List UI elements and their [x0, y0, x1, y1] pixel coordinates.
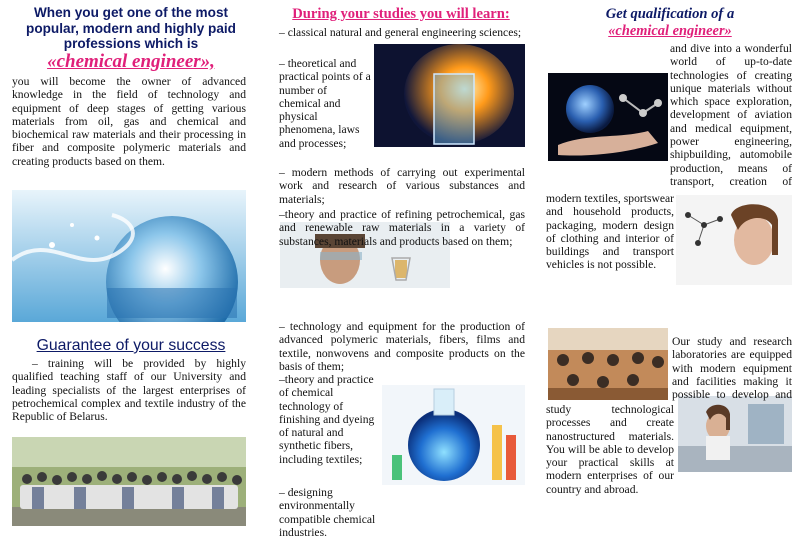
col3-float-spacer-1: [546, 72, 670, 192]
group-photo-image: [12, 437, 246, 526]
col2-item-4: –theory and practice of refining petrochemical, gas and renewable raw materials in a variety of substances, materials and products based on them;: [279, 208, 525, 248]
col1-intro: you will become the owner of advanced knowledge in the field of technology and equipment of deep stages of getting various materials from oil, gas and chemical and biochemical raw materials and their processing in fiber and composite polymeric materials and creating products based on them.: [12, 75, 246, 168]
col2-item-1: – classical natural and general engineering sciences;: [279, 26, 522, 39]
col3-float-spacer-2: [674, 230, 792, 322]
flask-fire-image: [374, 44, 525, 147]
col3-flow-1: [546, 42, 792, 322]
col2-item-2: – theoretical and practical points of a number of chemical and physical phenomena, laws and processes;: [279, 57, 371, 150]
col3-float-spacer-3: [546, 335, 672, 403]
blue-flasks-image: [382, 385, 525, 485]
col3-paragraph-2-text: Our study and research laboratories are equipped with modern equipment and facilities making it possible to develop and study technological processes and create nanostructured materials. You will be able to develop your practical skills at modern enterprises of our country and abroad.: [546, 335, 792, 496]
col3-highlight: «chemical engineer»: [608, 23, 732, 39]
col3-flow-2: [546, 335, 792, 496]
col2-item-3: – modern methods of carrying out experimental work and research of various substances and materials;: [279, 166, 525, 206]
col3-paragraph-1-text: and dive into a wonderful world of up-to-date technologies of creating unique materials without which space exploration, development of aviation and medical equipment, power engineering, shipbuilding, automobile production, means of transport, creation of modern textiles, sportswear and household products, packaging, modern design of clothing and interior of buildings and transport vehicles is not possible.: [546, 42, 792, 272]
col1-guarantee-text: – training will be provided by highly qualified teaching staff of our University and leading specialists of the largest enterprises of petrochemical complex and textile industry of the Republic of Belarus.: [12, 357, 246, 424]
water-sphere-image: [12, 190, 246, 322]
col2-item-7: – designing environmentally compatible chemical industries.: [279, 486, 376, 539]
col1-heading: When you get one of the most popular, modern and highly paid professions which is: [26, 5, 236, 51]
col2-item-6: –theory and practice of chemical technology of finishing and dyeing of natural and synthetic fibers, including textiles;: [279, 373, 375, 466]
col2-item-5: – technology and equipment for the production of advanced polymeric materials, fibers, films and textile, nonwovens and composite products on the basis of them;: [279, 320, 525, 373]
col2-heading: During your studies you will learn:: [292, 6, 510, 22]
col3-float-spacer-4: [674, 409, 792, 487]
col1-highlight: «chemical engineer»,: [47, 51, 215, 72]
column-middle: [270, 0, 532, 539]
column-left: [0, 0, 262, 531]
col1-guarantee-title: Guarantee of your success: [36, 337, 226, 354]
col3-heading: Get qualification of a: [605, 6, 735, 22]
